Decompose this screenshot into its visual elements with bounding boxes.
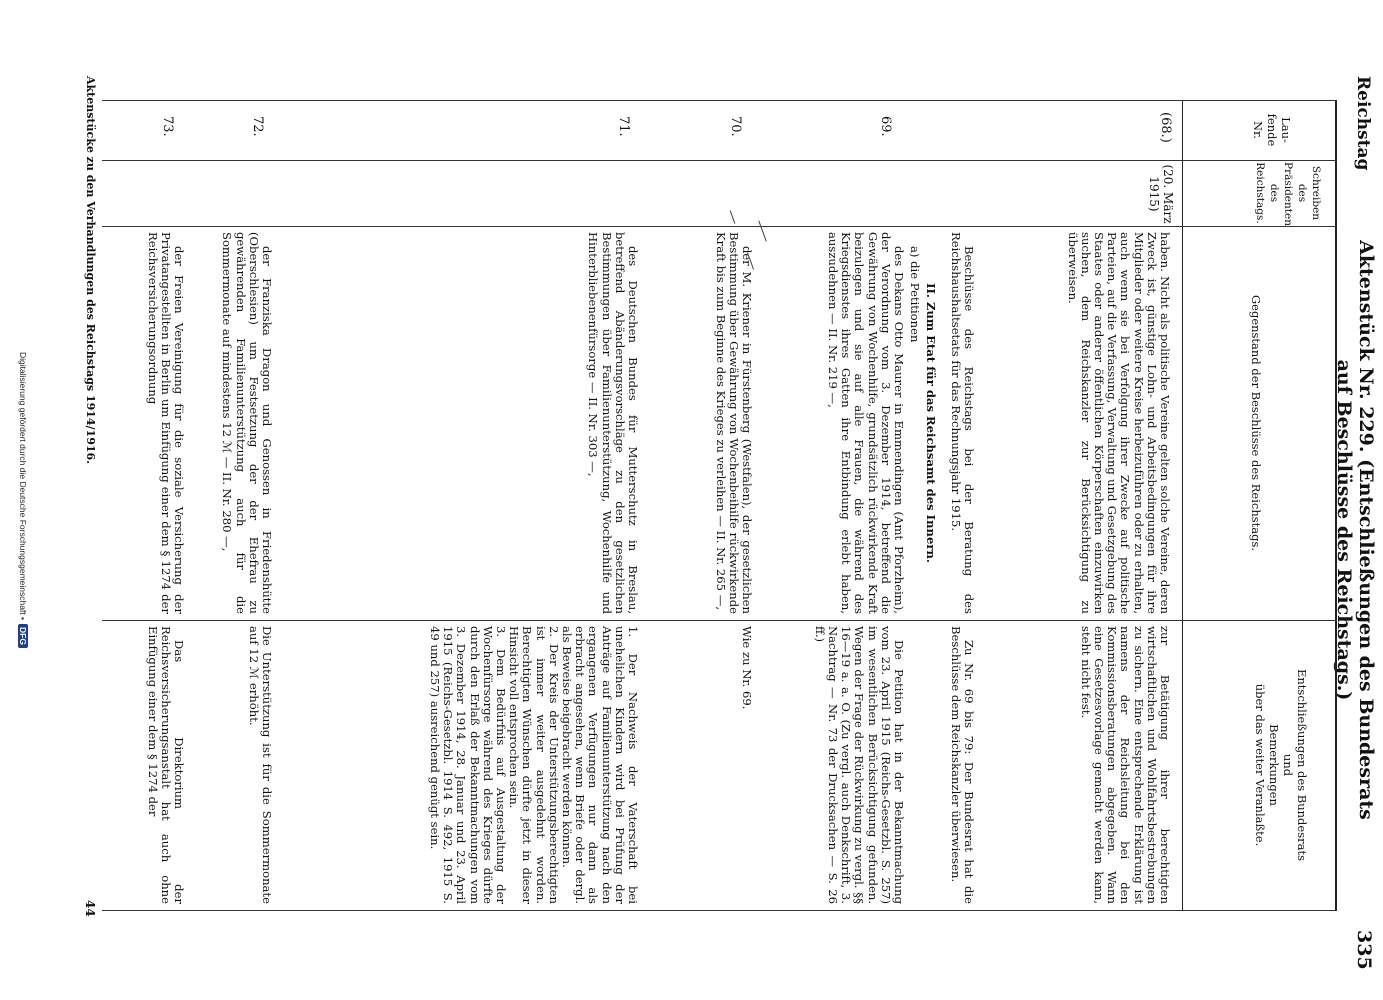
row-gegenstand [220, 232, 273, 614]
row-gegenstand [1065, 232, 1171, 614]
row-entschliessung [740, 626, 753, 904]
gegenstand-text: haben. Nicht als politische Vereine gelten solche Vereine, deren Zweck ist, günstige Lohn- und Arbeitsbedingungen für ihre Mitglieder oder weitere Kreise herbeizuführen oder zu erhalten, auch wenn sie bei Verfolgung ihrer Zwecke auf politische Parteien, auf die Verfassung, Verwaltung und Gesetzgebung des Staates oder anderer öffentlichen Körperschaften einzuwirken suchen, dem Reichskanzler zur Berücksichtigung zu überweisen. [1065, 232, 1172, 614]
row-entschliessung [145, 626, 185, 904]
row-entschliessung [247, 626, 273, 904]
row-number: (68.) [1158, 112, 1173, 143]
dfg-credit-text: Digitalisierung gefördert durch die Deutsche Forschungsgemeinschaft • [18, 352, 28, 621]
column-header-entschliessungen: Entschließungen des Bundesrats und Bemerkungen über das weiter Veranlaßte. [1253, 669, 1309, 861]
signature-mark: 44 [83, 900, 97, 917]
entschliessung-item: 1. Der Nachweis der Vaterschaft bei unehelichen Kindern wird bei Prüfung der Anträge auf Familienunterstützung nach den ergangenen Verfügungen nur dann als erbracht angesehen, wenn Briefe oder dergl. als Beweise beigebracht werden können. [559, 626, 640, 904]
entschliessung-text: zur Betätigung ihrer berechtigten wirtschaftlichen und Wohlfahrtsbestrebungen zu sichern. Eine entsprechende Erklärung ist namens der Reichsleitung bei den Kommissionsberatungen abgegeben. Wann eine Gesetzesvorlage gemacht werden kann, steht nicht fest. [1078, 626, 1172, 904]
gegenstand-text: der Freien Vereinigung für die soziale Versicherung der Privatangestellten in Berlin um Einfügung einer dem § 1274 der Reichsversicherungsordnung [145, 232, 186, 614]
header-left: Reichstag [1353, 76, 1373, 171]
col-rule-nr [102, 160, 1337, 161]
row-number: 71. [616, 116, 631, 137]
column-header-nr: Lau- fende Nr. [1251, 113, 1293, 147]
row-entschliessung [813, 626, 905, 904]
dfg-logo: DFG [18, 624, 28, 648]
column-header-schreiben: Schreiben des Präsidenten des Reichstags. [1254, 162, 1322, 226]
beschluesse-entschliessung [949, 626, 975, 904]
footer-source: Aktenstücke zu den Verhandlungen des Reichstags 1914/1916. [84, 76, 97, 464]
row-gegenstand [826, 232, 905, 614]
row-gegenstand [713, 232, 753, 614]
gegenstand-text: der M. Kriener in Fürstenberg (Westfalen), der gesetzlichen Bestimmung über Gewährung von Wochenbeihilfe rückwirkende Kraft bis zum Beginne des Krieges zu verleihen — II. Nr. 265 —, [713, 232, 754, 614]
col-rule-schreiben [102, 226, 1337, 227]
row-entschliessung [1079, 626, 1171, 904]
gegenstand-text: des Deutschen Bundes für Mutterschutz in Breslau, betreffend Abänderungsvorschläge zu den gesetzlichen Bestimmungen über Familienunterstützung, Wochenhilfe und Hinterbliebenenfürsorge — II. Nr. 303 —, [586, 232, 640, 614]
section-title [924, 232, 937, 614]
page-title: Aktenstück Nr. 229. (Entschließungen des Bundesrats auf Beschlüsse des Reichstags.) [1333, 240, 1377, 820]
subsection-title [908, 246, 921, 606]
entschliessung-text: Das Direktorium der Reichsversicherungsanstalt hat auch ohne Einfügung einer dem § 1274 der [145, 626, 186, 904]
gegenstand-text: der Franziska Dragon und Genossen in Friedenshütte (Oberschlesien) um Festsetzung der der Ehefrau zu gewährenden Familienunterstützung auch für die Sommermonate auf mindestens 12 ℳ — II. Nr. 280 —, [220, 232, 274, 614]
row-number: 73. [160, 116, 175, 137]
col-rule-gegenstand [102, 620, 1337, 621]
row-gegenstand [586, 232, 639, 614]
row-number: 70. [728, 116, 743, 137]
table-left-rule [102, 100, 1337, 101]
scan-smudge [730, 210, 736, 223]
column-header-gegenstand: Gegenstand der Beschlüsse des Reichstags. [1249, 294, 1263, 552]
entschliessung-text: Wie zu Nr. 69. [740, 626, 754, 710]
row-date: (20. März 1915) [1147, 164, 1175, 224]
beschluesse-intro [949, 232, 975, 614]
beschluesse-entschliessung-text: Zu Nr. 69 bis 79: Der Bundesrat hat die Beschlüsse dem Reichskanzler überwiesen. [948, 626, 976, 904]
row-entschliessung-list [428, 626, 639, 904]
entschliessung-text: Die Unterstützung ist für die Sommermonate auf 12 ℳ erhöht. [246, 626, 274, 904]
entschliessung-item: 3. Dem Bedürfnis auf Ausgestaltung der Wochenfürsorge während des Krieges dürfte durch den Erlaß der Bekanntmachungen vom 3. Dezember 1914, 28. Januar und 23. April 1915 (Reichs-Gesetzbl. 1914 S. 492, 1915 S. 49 und 257) ausreichend genügt sein. [427, 626, 508, 904]
section-title-text: II. Zum Etat für das Reichsamt des Innern. [924, 283, 938, 563]
gegenstand-text: des Dekans Otto Maurer in Emmendingen (Amt Pforzheim), der Verordnung vom 3. Dezember 1914, betreffend die Gewährung von Wochenhilfe, grundsätzlich rückwirkende Kraft beizulegen und sie auf alle Frauen, die während des Kriegsdienstes ihres Gatten ihre Entbindung erlebt haben, auszudehnen — II. Nr. 219 —, [825, 232, 906, 614]
row-number: 72. [250, 116, 265, 137]
row-number: 69. [878, 116, 893, 137]
table-right-rule [102, 910, 1337, 911]
row-gegenstand [145, 232, 185, 614]
scan-smudge [758, 220, 766, 241]
page-number: 335 [1353, 930, 1375, 970]
subsection-title-text: a) die Petitionen [908, 246, 922, 343]
entschliessung-text: Die Petition hat in der Bekanntmachung vom 23. April 1915 (Reichs-Gesetzbl. S. 257) im wesentlichen Berücksichtigung gefunden. Wegen der Frage der Rückwirkung zu vergl. §§ 16—19 a. a. O. (Zu vergl. auch Denkschrift, 3. Nachtrag — Nr. 73 der Drucksachen — S. 26 ff.) [812, 626, 906, 904]
dfg-credit [18, 0, 28, 1000]
beschluesse-intro-text: Beschlüsse des Reichstags bei der Beratung des Reichshaushaltsetats für das Rechnungsjahr 1915. [948, 232, 976, 614]
header-bottom-rule [1182, 100, 1183, 910]
table-top-rule [1335, 100, 1337, 910]
entschliessung-item: 2. Der Kreis der Unterstützungsberechtigten ist immer weiter ausgedehnt worden. Berechtigten Wünschen dürfte jetzt in dieser Hinsicht voll entsprochen sein. [507, 626, 561, 904]
